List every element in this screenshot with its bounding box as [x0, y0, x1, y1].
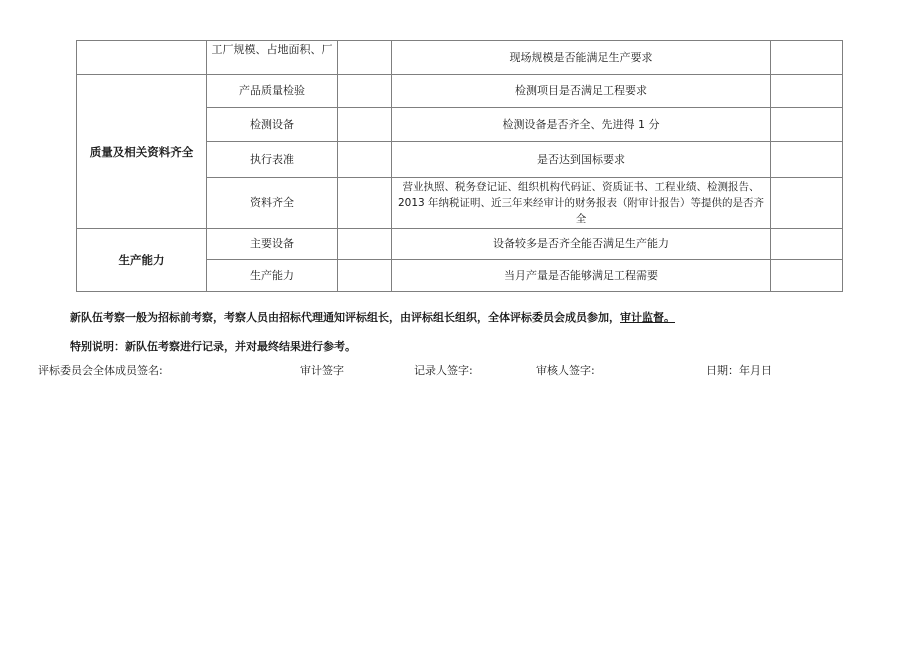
item-cell: 执行表准: [207, 142, 338, 178]
item-cell: 产品质量检验: [207, 75, 338, 108]
reviewer-signature-label: 审核人签字:: [536, 364, 595, 377]
date-label: 日期：年月日: [706, 364, 772, 377]
recorder-signature-label: 记录人签字:: [414, 364, 473, 377]
category-cell: 生产能力: [77, 229, 207, 292]
score-cell: [338, 178, 392, 229]
remark-cell: [771, 178, 843, 229]
note-main-text: 新队伍考察一般为招标前考察，考察人员由招标代理通知评标组长，由评标组长组织，全体评标委员会成员参加，: [70, 311, 620, 324]
note-tail-text: 审计监督。: [620, 311, 675, 324]
requirement-cell: 当月产量是否能够满足工程需要: [392, 260, 771, 292]
item-cell: 生产能力: [207, 260, 338, 292]
category-cell: [77, 41, 207, 75]
remark-cell: [771, 75, 843, 108]
category-cell: 质量及相关资料齐全: [77, 75, 207, 229]
item-cell: [207, 41, 338, 75]
requirement-cell: 设备较多是否齐全能否满足生产能力: [392, 229, 771, 260]
requirement-cell: [392, 178, 771, 229]
table-row: [77, 41, 843, 75]
special-note: 特别说明：新队伍考察进行记录，并对最终结果进行参考。: [70, 340, 356, 353]
score-cell: [338, 229, 392, 260]
remark-cell: [771, 260, 843, 292]
score-cell: [338, 260, 392, 292]
requirement-line: 2013 年纳税证明、近三年来经审计的财务报表（附审计报告）等提供的是否齐: [397, 197, 765, 209]
score-cell: [338, 41, 392, 75]
remark-cell: [771, 142, 843, 178]
item-cell: 主要设备: [207, 229, 338, 260]
score-cell: [338, 142, 392, 178]
committee-signature-label: 评标委员会全体成员签名:: [38, 364, 163, 377]
item-cell: 检测设备: [207, 108, 338, 142]
requirement-line: 营业执照、税务登记证、组织机构代码证、资质证书、工程业绩、检测报告、: [402, 181, 760, 193]
item-text: 工厂规模、占地面积、厂: [211, 42, 333, 56]
evaluation-table: [76, 40, 843, 292]
requirement-cell: 现场规模是否能满足生产要求: [392, 41, 771, 75]
requirement-line: 全: [575, 213, 587, 225]
remark-cell: [771, 108, 843, 142]
score-cell: [338, 108, 392, 142]
score-cell: [338, 75, 392, 108]
table-row: [77, 229, 843, 260]
table-row: [77, 75, 843, 108]
requirement-cell: 是否达到国标要求: [392, 142, 771, 178]
audit-signature-label: 审计签字: [300, 364, 344, 377]
remark-cell: [771, 229, 843, 260]
inspection-note: [70, 309, 675, 325]
remark-cell: [771, 41, 843, 75]
item-cell: 资料齐全: [207, 178, 338, 229]
requirement-cell: 检测项目是否满足工程要求: [392, 75, 771, 108]
requirement-cell: 检测设备是否齐全、先进得 1 分: [392, 108, 771, 142]
